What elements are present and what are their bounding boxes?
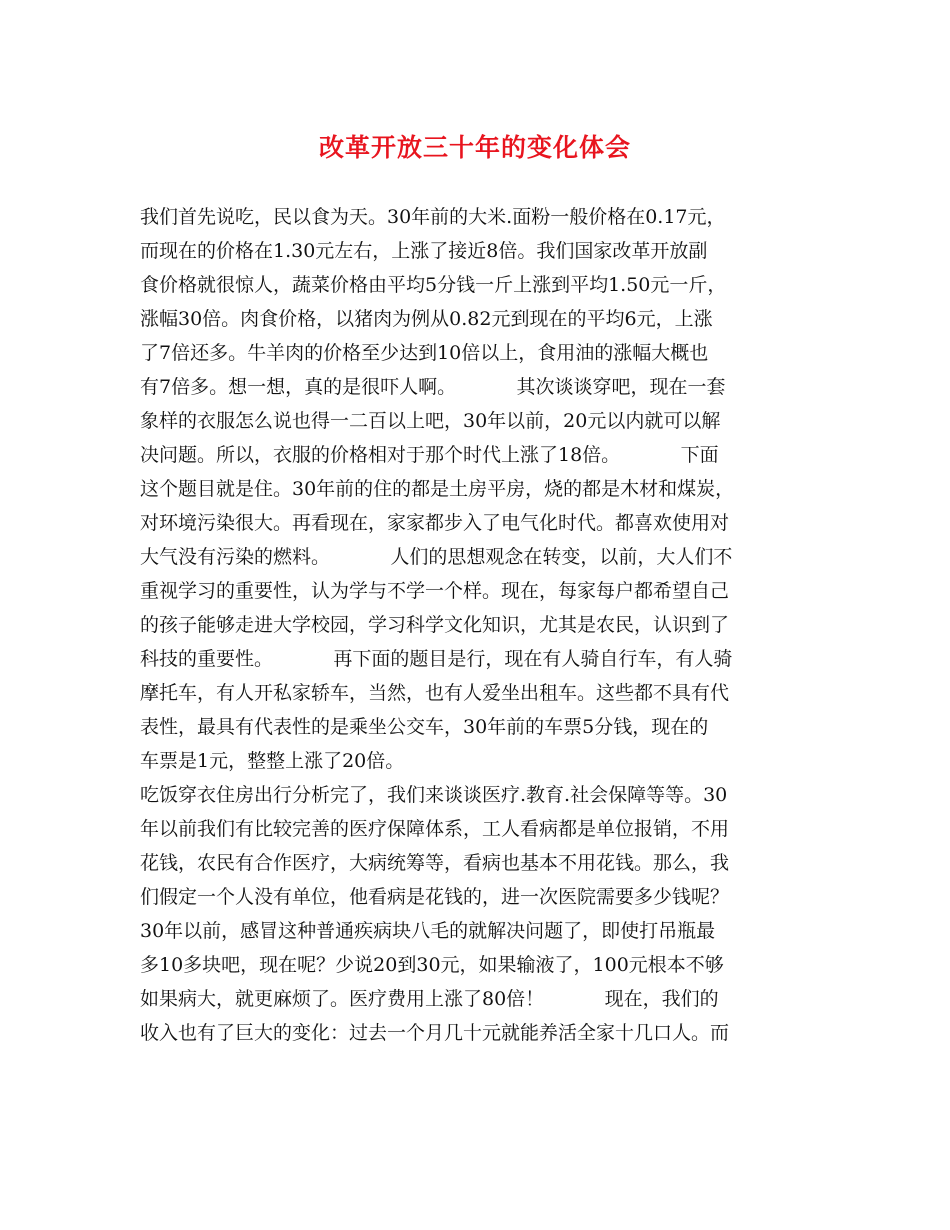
paragraph-line: 食价格就很惊人，蔬菜价格由平均5分钱一斤上涨到平均1.50元一斤， <box>140 274 727 296</box>
paragraph-line: 涨幅30倍。肉食价格，以猪肉为例从0.82元到现在的平均6元，上涨 <box>140 308 713 330</box>
paragraph-line: 而现在的价格在1.30元左右，上涨了接近8倍。我们国家改革开放副 <box>140 240 708 262</box>
page-title: 改革开放三十年的变化体会 <box>318 133 631 162</box>
paragraph-line: 了7倍还多。牛羊肉的价格至少达到10倍以上，食用油的涨幅大概也 <box>140 342 709 364</box>
paragraph-line: 对环境污染很大。再看现在，家家都步入了电气化时代。都喜欢使用对 <box>140 512 730 534</box>
paragraph-line: 大气没有污染的燃料。 人们的思想观念在转变，以前，大人们不 <box>140 546 733 568</box>
paragraph-line: 的孩子能够走进大学校园，学习科学文化知识，尤其是农民，认识到了 <box>140 614 730 636</box>
paragraph-line: 车票是1元，整整上涨了20倍。 <box>140 750 405 772</box>
paragraph-line: 象样的衣服怎么说也得一二百以上吧，30年以前，20元以内就可以解 <box>140 410 721 432</box>
paragraph-line: 收入也有了巨大的变化：过去一个月几十元就能养活全家十几口人。而 <box>140 1022 730 1044</box>
paragraph-line: 30年以前，感冒这种普通疾病块八毛的就解决问题了，即使打吊瓶最 <box>140 920 716 942</box>
paragraph-line: 们假定一个人没有单位，他看病是花钱的，进一次医院需要多少钱呢？ <box>140 886 730 908</box>
paragraph-line: 有7倍多。想一想，真的是很吓人啊。 其次谈谈穿吧，现在一套 <box>140 376 726 398</box>
paragraph-line: 重视学习的重要性，认为学与不学一个样。现在，每家每户都希望自己 <box>140 580 730 602</box>
paragraph-line: 摩托车，有人开私家轿车，当然，也有人爱坐出租车。这些都不具有代 <box>140 682 730 704</box>
paragraph-line: 如果病大，就更麻烦了。医疗费用上涨了80倍！ 现在，我们的 <box>140 988 719 1010</box>
paragraph-line: 多10多块吧，现在呢？少说20到30元，如果输液了，100元根本不够 <box>140 954 724 976</box>
paragraph-line: 年以前我们有比较完善的医疗保障体系，工人看病都是单位报销，不用 <box>140 818 730 840</box>
paragraph-line: 我们首先说吃，民以食为天。30年前的大米.面粉一般价格在0.17元， <box>140 206 726 228</box>
paragraph-line: 决问题。所以，衣服的价格相对于那个时代上涨了18倍。 下面 <box>140 444 719 466</box>
paragraph-line: 吃饭穿衣住房出行分析完了，我们来谈谈医疗.教育.社会保障等等。30 <box>140 784 728 806</box>
paragraph-line: 表性，最具有代表性的是乘坐公交车，30年前的车票5分钱，现在的 <box>140 716 709 738</box>
paragraph-line: 花钱，农民有合作医疗，大病统筹等，看病也基本不用花钱。那么，我 <box>140 852 730 874</box>
paragraph-line: 科技的重要性。 再下面的题目是行，现在有人骑自行车，有人骑 <box>140 648 733 670</box>
paragraph-line: 这个题目就是住。30年前的住的都是土房平房，烧的都是木材和煤炭， <box>140 478 735 500</box>
body-text <box>140 200 820 1050</box>
